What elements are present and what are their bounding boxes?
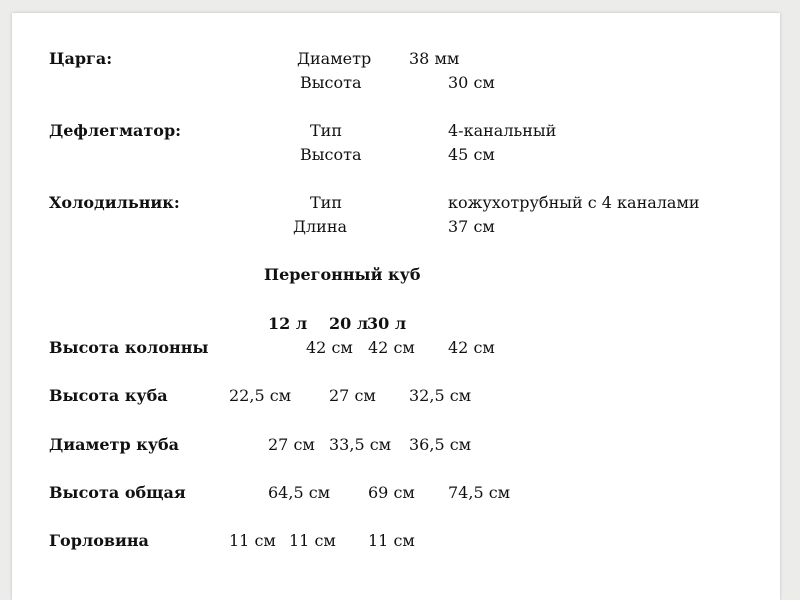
cube-title: Перегонный куб [264, 265, 421, 284]
cube-volume-12: 12 л [268, 314, 308, 333]
row-label-cube-height: Высота куба [49, 386, 168, 405]
row-label-neck: Горловина [49, 531, 149, 550]
kholodilnik-label: Холодильник: [49, 193, 180, 212]
deflegmator-value-1: 4-канальный [448, 121, 557, 140]
kholodilnik-value-2: 37 см [448, 217, 495, 236]
row-label-cube-diameter: Диаметр куба [49, 435, 180, 454]
cell-cube-diameter-20: 33,5 см [329, 435, 392, 454]
tsarga-param-1: Диаметр [297, 49, 372, 68]
slide [12, 13, 780, 600]
row-label-total-height: Высота общая [49, 483, 186, 502]
cell-cube-diameter-12: 27 см [268, 435, 315, 454]
cube-volume-30: 30 л [367, 314, 407, 333]
cell-total-height-30: 74,5 см [448, 483, 511, 502]
deflegmator-param-1: Тип [310, 121, 342, 140]
tsarga-label: Царга: [49, 49, 113, 68]
cell-total-height-12: 64,5 см [268, 483, 331, 502]
kholodilnik-param-1: Тип [310, 193, 342, 212]
cell-total-height-20: 69 см [368, 483, 415, 502]
cell-cube-diameter-30: 36,5 см [409, 435, 472, 454]
cell-neck-12: 11 см [229, 531, 276, 550]
deflegmator-value-2: 45 см [448, 145, 495, 164]
cell-column-height-12: 42 см [306, 338, 353, 357]
deflegmator-param-2: Высота [300, 145, 362, 164]
tsarga-param-2: Высота [300, 73, 362, 92]
deflegmator-label: Дефлегматор: [49, 121, 182, 140]
cell-cube-height-20: 27 см [329, 386, 376, 405]
cell-cube-height-30: 32,5 см [409, 386, 472, 405]
kholodilnik-param-2: Длина [293, 217, 348, 236]
cell-neck-20: 11 см [289, 531, 336, 550]
cell-column-height-20: 42 см [368, 338, 415, 357]
tsarga-value-1: 38 мм [409, 49, 460, 68]
kholodilnik-value-1: кожухотрубный с 4 каналами [448, 193, 700, 212]
tsarga-value-2: 30 см [448, 73, 495, 92]
cell-cube-height-12: 22,5 см [229, 386, 292, 405]
cell-column-height-30: 42 см [448, 338, 495, 357]
cell-neck-30: 11 см [368, 531, 415, 550]
cube-volume-20: 20 л [329, 314, 369, 333]
row-label-column-height: Высота колонны [49, 338, 209, 357]
